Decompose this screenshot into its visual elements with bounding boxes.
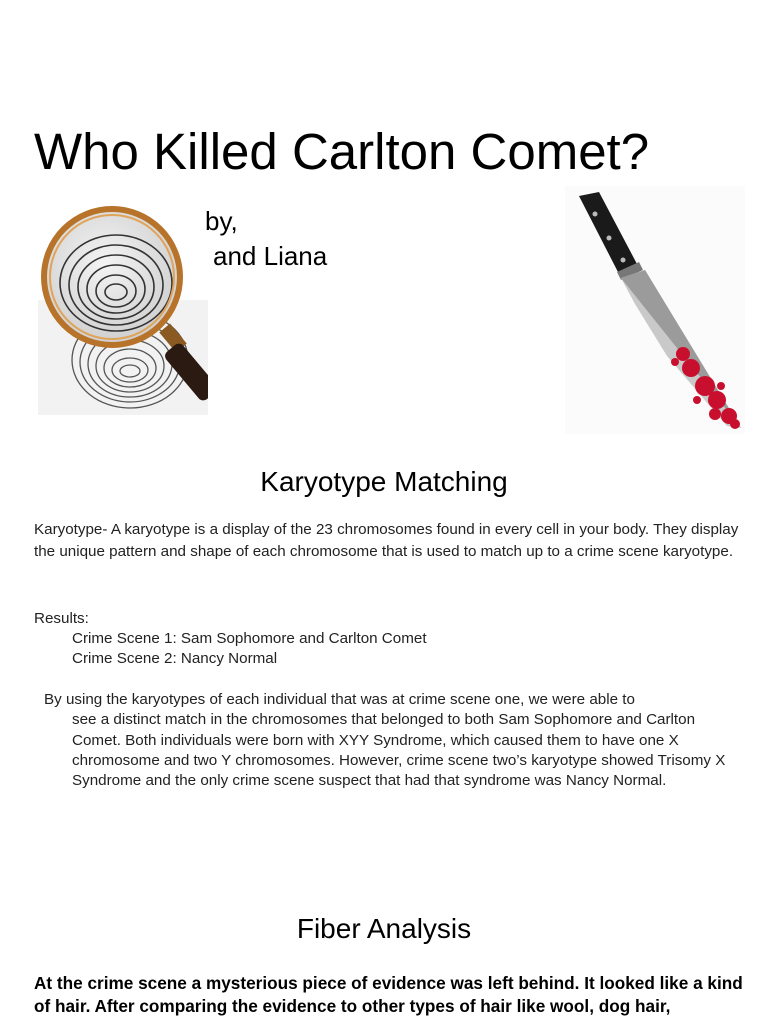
section-heading-fiber: Fiber Analysis [296, 913, 472, 944]
results-label: Results: [34, 610, 89, 627]
authors-line: and Liana [213, 241, 328, 271]
fiber-analysis-text: At the crime scene a mysterious piece of evidence was left behind. It looked like a kind of hair. After comparing the evidence to other types of hair like wool, dog hair, [34, 973, 743, 1016]
by-line: by, [205, 206, 238, 236]
karyotype-explanation [44, 690, 744, 791]
karyotype-definition: Karyotype- A karyotype is a display of the 23 chromosomes found in every cell in your body. They display the unique pattern and shape of each chromosome that is used to match up to a crime scene karyotype. [34, 521, 739, 560]
page-title: Who Killed Carlton Comet? [34, 123, 650, 180]
bloody-kitchen-knife-icon [565, 186, 745, 434]
result-item: Crime Scene 1: Sam Sophomore and Carlton Comet [72, 630, 427, 647]
section-heading-karyotype: Karyotype Matching [260, 466, 508, 497]
explanation-body: see a distinct match in the chromosomes that belonged to both Sam Sophomore and Carlton Comet. Both individuals were born with XYY Syndrome, which caused them to have one X chromosome and two Y chromosomes. However, crime scene two’s karyotype showed Trisomy X Syndrome and the only crime scene suspect that had that syndrome was Nancy Normal. [72, 711, 726, 790]
result-item: Crime Scene 2: Nancy Normal [72, 650, 278, 667]
explanation-first-line: By using the karyotypes of each individual that was at crime scene one, we were able to [44, 691, 635, 708]
magnifying-glass-fingerprint-icon [30, 205, 208, 415]
